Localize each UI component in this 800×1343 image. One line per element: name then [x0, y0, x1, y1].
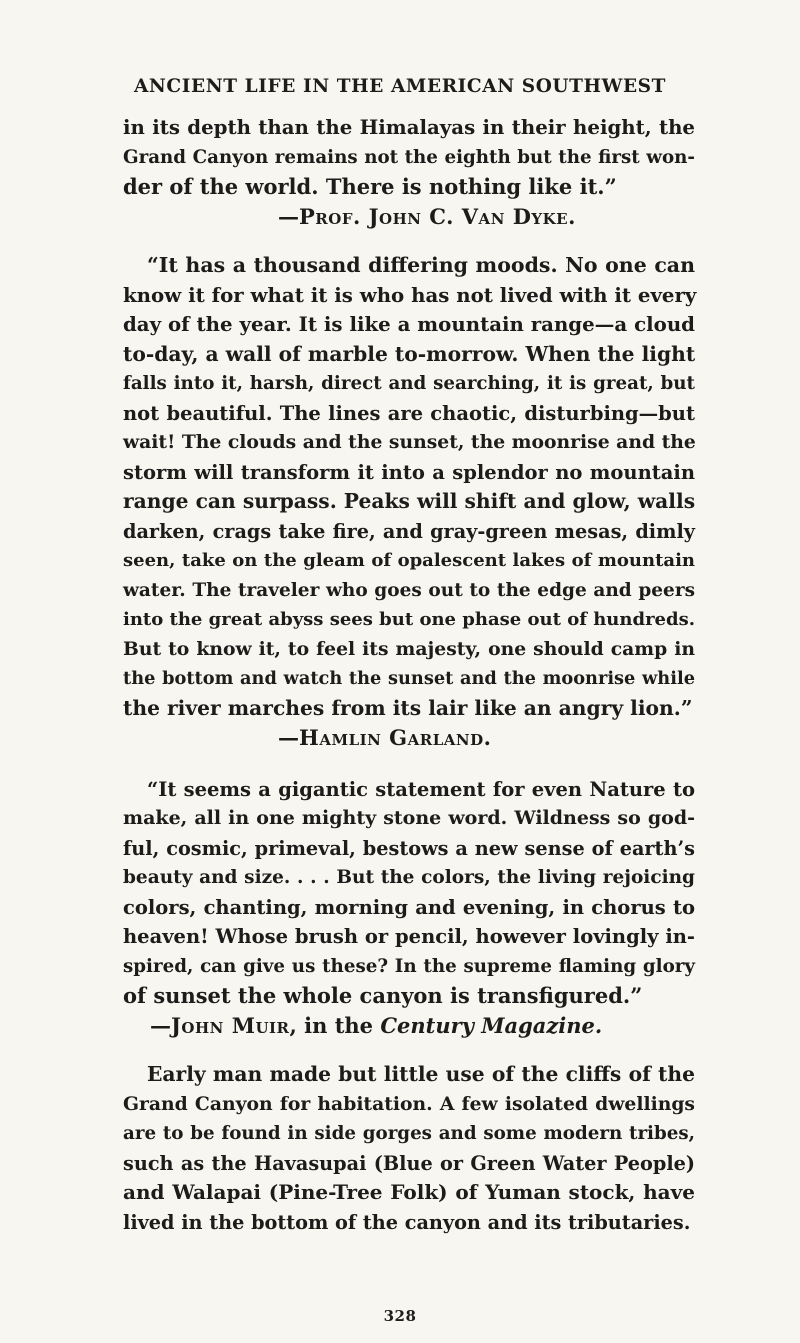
running-head: ANCIENT LIFE IN THE AMERICAN SOUTHWEST — [133, 76, 667, 97]
text-line: to-day, a wall of marble to-morrow. When the light — [123, 341, 696, 366]
quote-van-dyke — [123, 113, 695, 231]
attribution-dash: — — [278, 725, 299, 750]
text-line: into the great abyss sees but one phase out of hundreds. — [123, 609, 695, 630]
text-line: “It seems a gigantic statement for even Nature to — [147, 777, 695, 801]
paragraph-gap — [123, 231, 695, 251]
attribution-dash: — — [278, 203, 299, 229]
attribution-publication: Century Magazine. — [380, 1012, 603, 1038]
text-line: heaven! Whose brush or pencil, however lovingly in- — [123, 925, 695, 948]
text-line: “It has a thousand differing moods. No one can — [147, 253, 695, 277]
attribution-dash: — — [150, 1012, 171, 1038]
text-line: make, all in one mighty stone word. Wildness so god- — [123, 807, 695, 829]
text-line: and Walapai (Pine-Tree Folk) of Yuman stock, have — [123, 1180, 695, 1204]
text-line: falls into it, harsh, direct and searching, it is great, but — [123, 373, 695, 394]
attribution-name: Prof. John C. Van Dyke. — [299, 203, 576, 229]
text-line: not beautiful. The lines are chaotic, disturbing—but — [123, 401, 695, 425]
text-line: are to be found in side gorges and some modern tribes, — [123, 1123, 695, 1144]
text-line: Early man made but little use of the cliffs of the — [147, 1062, 695, 1086]
text-line: know it for what it is who has not lived with it every — [123, 282, 697, 307]
text-line: such as the Havasupai (Blue or Green Water People) — [123, 1151, 695, 1175]
attribution — [123, 202, 695, 232]
paragraph-gap — [123, 753, 695, 775]
page-body — [123, 113, 695, 1237]
text-line: wait! The clouds and the sunset, the moonrise and the — [123, 431, 696, 453]
text-line: darken, crags take fire, and gray-green mesas, dimly — [123, 519, 695, 543]
text-line: range can surpass. Peaks will shift and glow, walls — [123, 489, 696, 513]
attribution-name: John Muir — [171, 1012, 290, 1038]
text-line: ful, cosmic, primeval, bestows a new sense of earth’s — [123, 836, 695, 860]
text-line: colors, chanting, morning and evening, in chorus to — [123, 895, 695, 919]
text-line: lived in the bottom of the canyon and its tributaries. — [123, 1210, 691, 1234]
attribution-name: Hamlin Garland. — [299, 725, 492, 750]
text-line: der of the world. There is nothing like it.” — [123, 174, 617, 199]
text-line: But to know it, to feel its majesty, one should camp in — [123, 637, 695, 660]
quote-muir — [123, 775, 695, 1041]
text-line: water. The traveler who goes out to the edge and peers — [123, 579, 695, 601]
paragraph-gap — [123, 1040, 695, 1060]
text-line: the river marches from its lair like an angry lion.” — [123, 695, 693, 720]
text-line: in its depth than the Himalayas in their height, the — [123, 115, 695, 139]
quote-garland — [123, 251, 695, 753]
text-line: Grand Canyon remains not the eighth but the first won- — [123, 146, 695, 168]
text-line: the bottom and watch the sunset and the moonrise while — [123, 668, 695, 689]
text-line: spired, can give us these? In the supreme flaming glory — [123, 955, 695, 977]
text-line: day of the year. It is like a mountain range—a cloud — [123, 312, 695, 336]
body-paragraph — [123, 1060, 695, 1237]
attribution-connector: , in the — [289, 1012, 381, 1038]
attribution — [123, 723, 695, 753]
text-line: beauty and size. . . . But the colors, the living rejoicing — [123, 867, 695, 888]
text-line: of sunset the whole canyon is transfigured.” — [123, 983, 643, 1008]
text-line: storm will transform it into a splendor no mountain — [123, 460, 695, 484]
text-line: seen, take on the gleam of opalescent lakes of mountain — [123, 550, 695, 571]
text-line: Grand Canyon for habitation. A few isolated dwellings — [123, 1092, 695, 1115]
attribution — [123, 1011, 695, 1041]
page-number: 328 — [383, 1307, 417, 1325]
